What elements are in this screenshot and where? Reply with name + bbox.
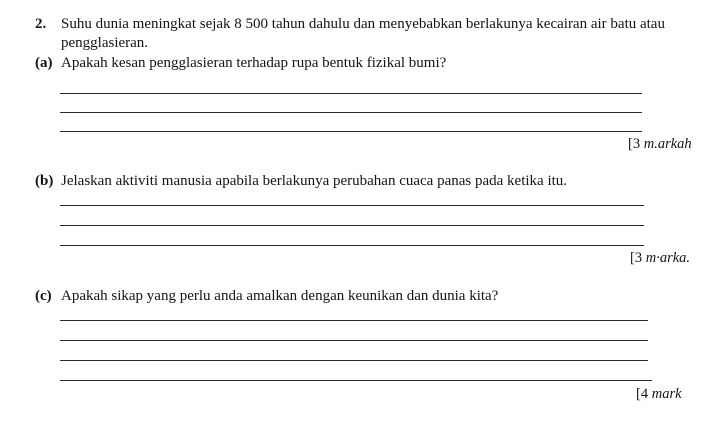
answer-line-c4[interactable] xyxy=(60,380,652,381)
part-b-label: (b) xyxy=(35,173,54,189)
part-c-label: (c) xyxy=(35,288,52,304)
answer-line-c1[interactable] xyxy=(60,320,648,321)
part-b-question: Jelaskan aktiviti manusia apabila berlakunya perubahan cuaca panas pada ketika itu. xyxy=(61,173,568,189)
part-a-label: (a) xyxy=(35,55,53,71)
answer-line-b1[interactable] xyxy=(60,205,644,206)
answer-line-c3[interactable] xyxy=(60,360,648,361)
answer-line-c2[interactable] xyxy=(60,340,648,341)
answer-line-b2[interactable] xyxy=(60,225,644,226)
part-c-question: Apakah sikap yang perlu anda amalkan dengan keunikan dan dunia kita? xyxy=(61,288,499,304)
answer-line-a2[interactable] xyxy=(60,112,642,113)
part-c-marks: [4 mark xyxy=(636,386,682,402)
answer-line-a3[interactable] xyxy=(60,131,642,132)
part-b-marks: [3 m·arka. xyxy=(630,250,691,266)
question-stem-line-2: pengglasieran. xyxy=(61,35,149,51)
question-stem-line-1: Suhu dunia meningkat sejak 8 500 tahun dahulu dan menyebabkan berlakunya kecairan air batu atau xyxy=(61,16,665,32)
answer-line-a1[interactable] xyxy=(60,93,642,94)
answer-line-b3[interactable] xyxy=(60,245,644,246)
part-a-marks: [3 m.arkah xyxy=(628,136,692,152)
question-number: 2. xyxy=(35,16,47,32)
part-a-question: Apakah kesan pengglasieran terhadap rupa bentuk fizikal bumi? xyxy=(61,55,447,71)
